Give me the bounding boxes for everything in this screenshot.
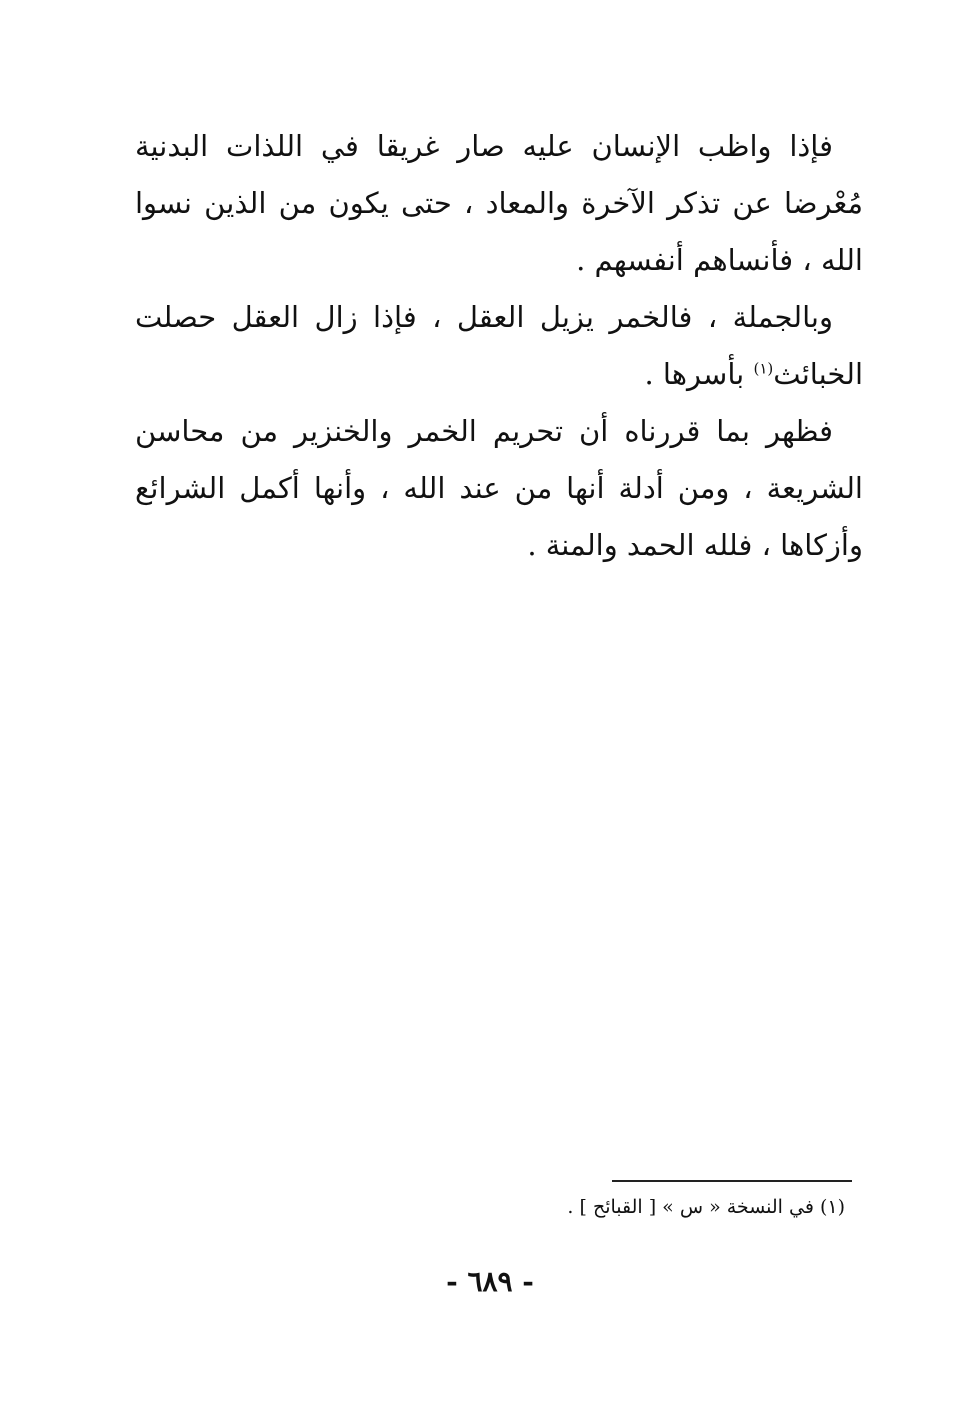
paragraph-1-text: فإذا واظب الإنسان عليه صار غريقا في اللذات البدنية مُعْرضا عن تذكر الآخرة والمعاد ، حتى يكون من الذين نسوا الله ، فأنساهم أنفسهم . — [135, 129, 863, 277]
paragraph-2-text: وبالجملة ، فالخمر يزيل العقل ، فإذا زال العقل حصلت الخبائث — [135, 300, 863, 391]
footnote-text: (١) في النسخة « س » [ القبائح ] . — [567, 1196, 845, 1218]
paragraph-3-text: فظهر بما قررناه أن تحريم الخمر والخنزير من محاسن الشريعة ، ومن أدلة أنها من عند الله ، وأنها أكمل الشرائع وأزكاها ، فلله الحمد والمنة . — [135, 414, 863, 562]
footnote-divider — [612, 1180, 852, 1182]
footnote-marker[interactable]: (١) — [753, 359, 774, 378]
main-text — [135, 118, 863, 574]
page-number: - ٦٨٩ - — [446, 1265, 534, 1298]
paragraph-2-text-after: بأسرها . — [644, 357, 754, 391]
footnote — [540, 1193, 845, 1221]
paragraph-1 — [135, 118, 863, 289]
paragraph-2 — [135, 289, 863, 403]
paragraph-3 — [135, 403, 863, 574]
